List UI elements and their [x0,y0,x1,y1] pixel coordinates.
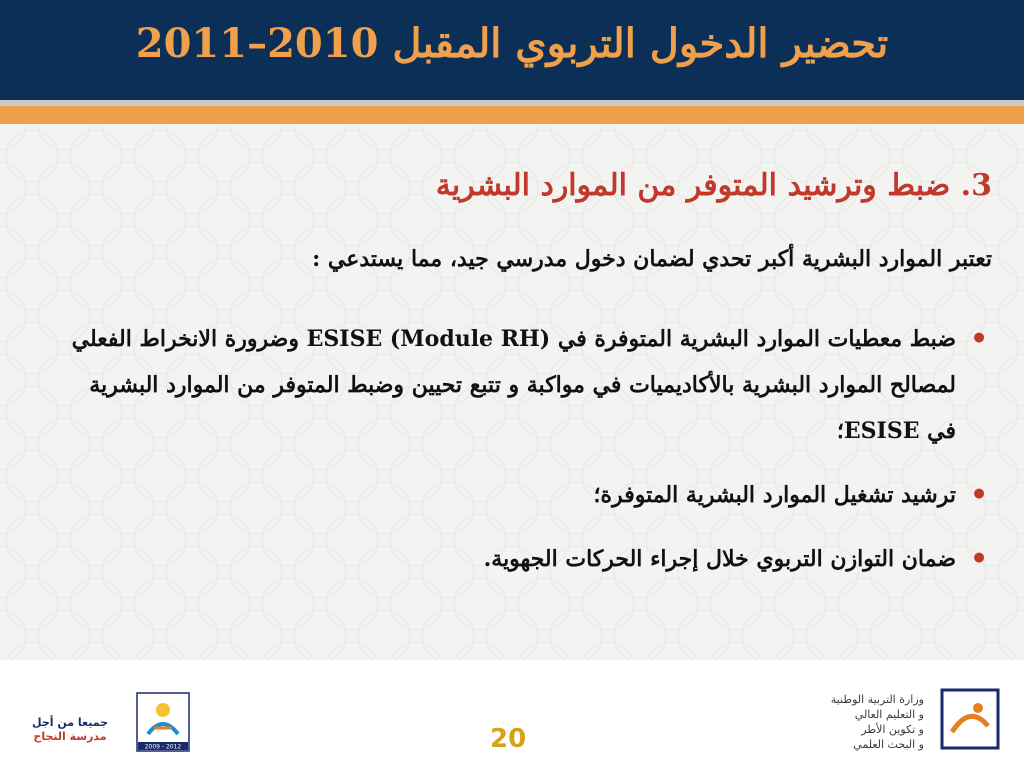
campaign-logo-line2: مدرسة النجاح [33,730,107,743]
bullet-text: ضمان التوازن التربوي خلال إجراء الحركات الجهوية. [483,546,956,572]
bullet-dot-icon: • [970,322,988,355]
slide-title: تحضير الدخول التربوي المقبل 2010–2011 [135,20,889,67]
bullet-item [62,536,992,582]
campaign-logo-line1: جميعا من أجل [32,716,109,729]
ministry-line: وزارة التربية الوطنية [830,693,924,706]
ministry-name [758,692,924,752]
ministry-line: و تكوين الأطر [861,723,924,736]
page-number: 20 [490,724,527,754]
bullet-item [62,316,992,454]
bullet-text: ضبط معطيات الموارد البشرية المتوفرة في ESISE (Module RH) وضرورة الانخراط الفعلي لمصالح الموارد البشرية بالأكاديميات في مواكبة و تتبع تحيين وضبط المتوفر من الموارد البشرية في ESISE؛ [71,326,956,444]
ministry-logo-icon [938,686,1002,752]
bullet-dot-icon: • [970,542,988,575]
bullet-dot-icon: • [970,478,988,511]
campaign-logo-text [32,716,108,744]
ministry-line: و البحث العلمي [853,738,924,751]
ministry-line: و التعليم العالي [854,708,924,721]
section-heading: 3. ضبط وترشيد المتوفر من الموارد البشرية [435,168,992,203]
bullet-item [62,472,992,518]
intro-text: تعتبر الموارد البشرية أكبر تحدي لضمان دخول مدرسي جيد، مما يستدعي : [312,246,992,272]
program-emblem-icon [136,692,190,752]
bullet-text: ترشيد تشغيل الموارد البشرية المتوفرة؛ [593,482,956,508]
header-accent-band [0,106,1024,124]
bullet-list [62,316,992,600]
emblem-years: 2009 - 2012 [144,743,182,751]
